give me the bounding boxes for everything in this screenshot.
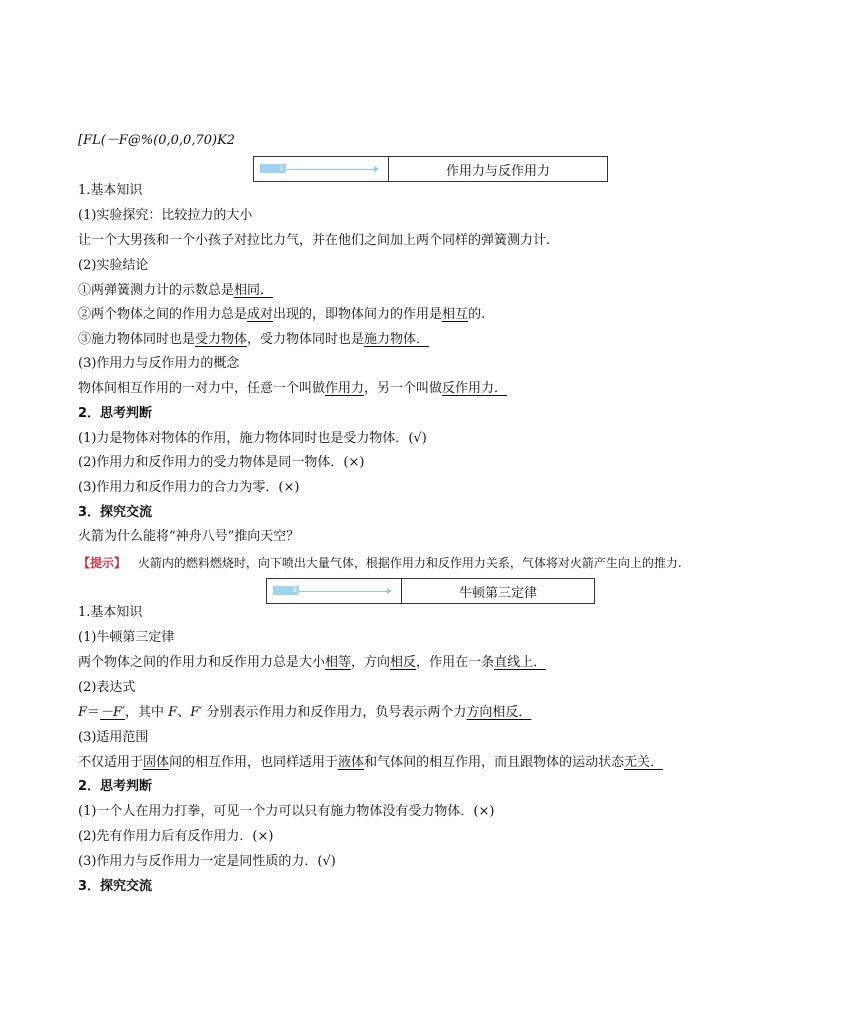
s2-law-title: (1)牛顿第三定律 (78, 630, 175, 645)
section2-header-box (266, 578, 595, 604)
section2-title: 牛顿第三定律 (458, 585, 537, 601)
arrow-line-icon (299, 591, 387, 592)
s2-scope-title: (3)适用范围 (78, 730, 149, 745)
s2-judge-title: 2．思考判断 (78, 779, 153, 794)
s1-question: 火箭为什么能将“神舟八号”推向天空？ (78, 529, 300, 544)
s2-law-text: 两个物体之间的作用力和反作用力总是大小相等，方向相反，作用在一条直线上． (78, 655, 547, 670)
arrow-head-icon (374, 166, 379, 172)
s1-conclusion-1: ①两弹簧测力计的示数总是相同． (78, 283, 274, 298)
section1-tag-badge: 1 (260, 164, 286, 173)
s2-judge-1: (1)一个人在用力打拳，可见一个力可以只有施力物体没有受力物体．(×) (78, 804, 495, 819)
s1-judge-title: 2．思考判断 (78, 406, 153, 421)
s1-basic-title: 1.基本知识 (78, 183, 143, 198)
s1-explore-title: 3．探究交流 (78, 505, 153, 520)
header-code: [FL(－F@%(0,0,0,70)K2 (78, 133, 236, 148)
hint-label: 【提示】 (78, 556, 127, 570)
s2-explore-title: 3．探究交流 (78, 879, 153, 894)
s1-judge-2: (2)作用力和反作用力的受力物体是同一物体．(×) (78, 455, 365, 470)
s2-judge-3: (3)作用力与反作用力一定是同性质的力．(√) (78, 854, 336, 869)
s2-basic-title: 1.基本知识 (78, 605, 143, 620)
s1-exp-title: (1)实验探究：比较拉力的大小 (78, 208, 253, 223)
arrow-head-icon (387, 588, 392, 594)
section1-tag-cell (254, 157, 389, 181)
s1-conclusion-2: ②两个物体之间的作用力总是成对出现的，即物体间力的作用是相互的. (78, 307, 486, 322)
s1-concept-title: (3)作用力与反作用力的概念 (78, 356, 240, 371)
s2-expr-text: F＝－F′，其中 F、F′ 分别表示作用力和反作用力，负号表示两个力方向相反． (78, 705, 532, 720)
s1-judge-1: (1)力是物体对物体的作用，施力物体同时也是受力物体．(√) (78, 431, 427, 446)
section2-tag-cell (267, 579, 402, 603)
s1-conclusion-title: (2)实验结论 (78, 258, 149, 273)
s2-expr-title: (2)表达式 (78, 680, 136, 695)
s1-hint: 【提示】 火箭内的燃料燃烧时，向下喷出大量气体，根据作用力和反作用力关系，气体将对火箭产生向上的推力. (78, 556, 682, 570)
s1-judge-3: (3)作用力和反作用力的合力为零．(×) (78, 480, 300, 495)
s1-concept-text: 物体间相互作用的一对力中，任意一个叫做作用力，另一个叫做反作用力． (78, 381, 508, 396)
section1-title: 作用力与反作用力 (445, 163, 550, 179)
section1-header-box (253, 156, 608, 182)
arrow-line-icon (286, 169, 374, 170)
s2-judge-2: (2)先有作用力后有反作用力．(×) (78, 829, 274, 844)
s2-scope-text: 不仅适用于固体间的相互作用，也同样适用于液体和气体间的相互作用，而且跟物体的运动状态无关． (78, 755, 664, 770)
s1-exp-text: 让一个大男孩和一个小孩子对拉比力气，并在他们之间加上两个同样的弹簧测力计. (78, 233, 551, 248)
section2-tag-badge: 2 (273, 586, 299, 595)
s1-conclusion-3: ③施力物体同时也是受力物体，受力物体同时也是施力物体． (78, 332, 430, 347)
